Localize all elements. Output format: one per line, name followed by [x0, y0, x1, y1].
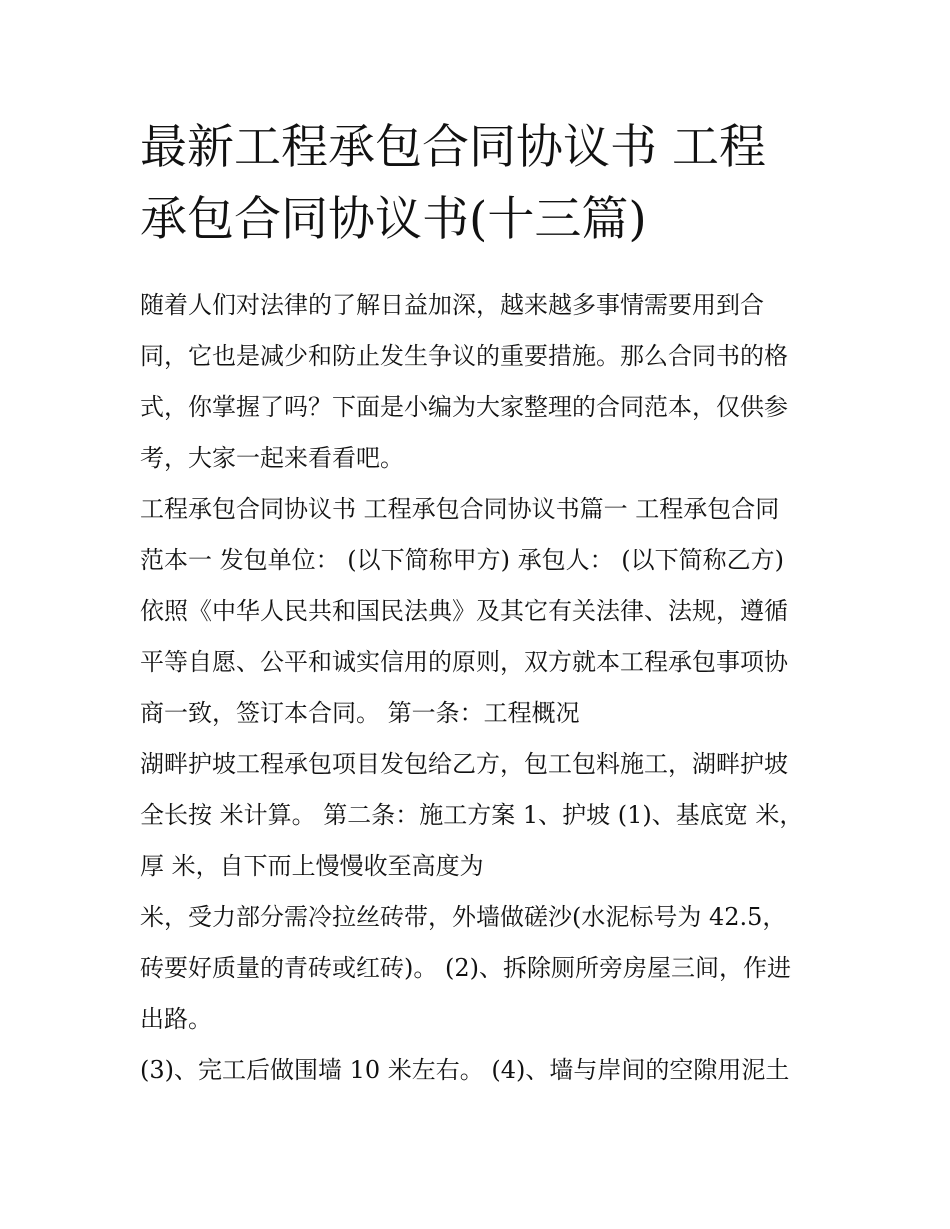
body-line: 全长按 米计算。 第二条：施工方案 1、护坡 (1)、基底宽 米， [140, 801, 804, 829]
body-line: 商一致，签订本合同。 第一条：工程概况 [140, 699, 580, 727]
body-line: 砖要好质量的青砖或红砖)。 (2)、拆除厕所旁房屋三间，作进 [140, 954, 791, 982]
document-body [140, 280, 830, 1096]
body-line: (3)、完工后做围墙 10 米左右。 (4)、墙与岸间的空隙用泥土 [140, 1056, 790, 1084]
body-line: 米，受力部分需冷拉丝砖带，外墙做磋沙(水泥标号为 42.5， [140, 903, 787, 931]
body-line: 同，它也是减少和防止发生争议的重要措施。那么合同书的格 [140, 342, 788, 370]
body-line: 式，你掌握了吗？下面是小编为大家整理的合同范本，仅供参 [140, 393, 788, 421]
body-line: 考，大家一起来看看吧。 [140, 444, 404, 472]
title-line-1: 最新工程承包合同协议书 工程 [140, 120, 766, 175]
body-line: 厚 米，自下而上慢慢收至高度为 [140, 852, 484, 880]
body-line: 依照《中华人民共和国民法典》及其它有关法律、法规，遵循 [140, 597, 788, 625]
body-line: 出路。 [140, 1005, 212, 1033]
body-line: 湖畔护坡工程承包项目发包给乙方，包工包料施工，湖畔护坡 [140, 750, 788, 778]
body-line: 平等自愿、公平和诚实信用的原则，双方就本工程承包事项协 [140, 648, 788, 676]
body-line: 随着人们对法律的了解日益加深，越来越多事情需要用到合 [140, 291, 764, 319]
title-line-2: 承包合同协议书(十三篇) [140, 192, 647, 247]
body-line: 范本一 发包单位： (以下简称甲方) 承包人： (以下简称乙方) [140, 546, 784, 574]
document-title [140, 112, 820, 256]
body-line: 工程承包合同协议书 工程承包合同协议书篇一 工程承包合同 [140, 495, 780, 523]
